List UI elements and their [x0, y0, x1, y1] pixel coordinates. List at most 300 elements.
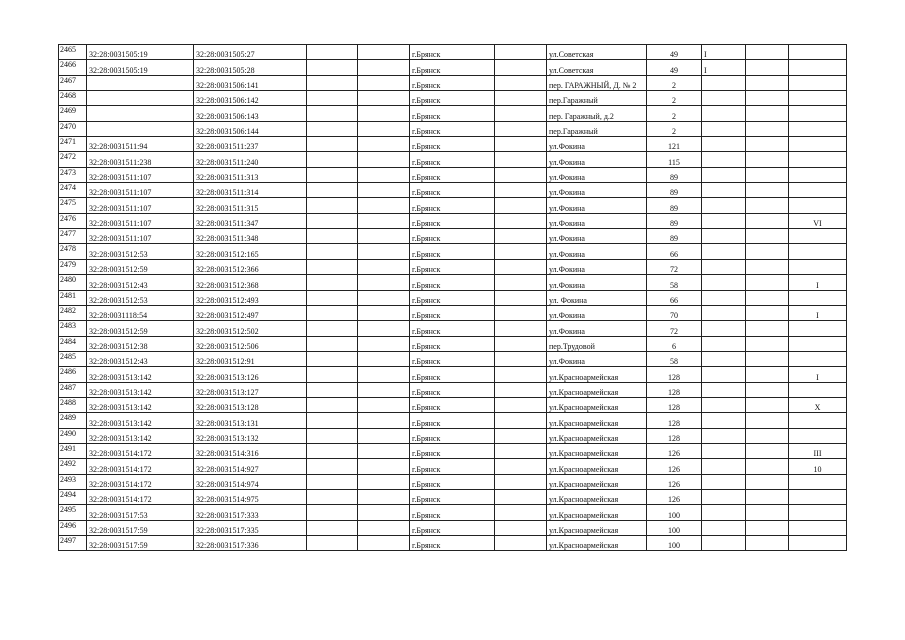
cell-city: г.Брянск — [410, 505, 495, 520]
cell-street: ул.Красноармейская — [547, 397, 647, 412]
cell-city: г.Брянск — [410, 75, 495, 90]
cell-city: г.Брянск — [410, 259, 495, 274]
cell-house-number: 100 — [647, 520, 702, 535]
cell-col-11 — [746, 75, 789, 90]
cell-col-4 — [307, 290, 358, 305]
cell-city: г.Брянск — [410, 275, 495, 290]
cell-col-7 — [495, 229, 547, 244]
cell-col-5 — [358, 198, 410, 213]
cell-room — [789, 428, 847, 443]
cell-room — [789, 229, 847, 244]
cell-cadastral-number: 32:28:0031512:91 — [194, 351, 307, 366]
cell-cadastral-number: 32:28:0031517:335 — [194, 520, 307, 535]
cell-col-7 — [495, 489, 547, 504]
cell-row-number: 2479 — [59, 259, 87, 274]
cell-parent-cadastral-number — [87, 75, 194, 90]
cell-parent-cadastral-number: 32:28:0031505:19 — [87, 45, 194, 60]
cell-house-number: 115 — [647, 152, 702, 167]
cell-col-10 — [702, 489, 746, 504]
cell-street: ул.Красноармейская — [547, 367, 647, 382]
table-row — [59, 290, 847, 305]
cell-cadastral-number: 32:28:0031506:144 — [194, 121, 307, 136]
cell-col-10 — [702, 505, 746, 520]
cell-row-number: 2489 — [59, 413, 87, 428]
cell-col-4 — [307, 229, 358, 244]
cell-col-7 — [495, 198, 547, 213]
cell-room — [789, 183, 847, 198]
cell-col-4 — [307, 474, 358, 489]
cell-street: пер. ГАРАЖНЫЙ, Д. № 2 — [547, 75, 647, 90]
cell-col-4 — [307, 198, 358, 213]
cell-cadastral-number: 32:28:0031511:240 — [194, 152, 307, 167]
cell-street: ул. Фокина — [547, 290, 647, 305]
cell-house-number: 100 — [647, 505, 702, 520]
cell-col-7 — [495, 152, 547, 167]
cell-house-number: 70 — [647, 305, 702, 320]
cell-col-7 — [495, 213, 547, 228]
cell-parent-cadastral-number — [87, 106, 194, 121]
cell-house-number: 128 — [647, 367, 702, 382]
cell-col-4 — [307, 75, 358, 90]
cell-room — [789, 536, 847, 551]
cell-col-5 — [358, 382, 410, 397]
cell-col-5 — [358, 505, 410, 520]
cell-parent-cadastral-number: 32:28:0031512:59 — [87, 321, 194, 336]
cell-col-5 — [358, 474, 410, 489]
cell-city: г.Брянск — [410, 213, 495, 228]
table-row — [59, 351, 847, 366]
cell-city: г.Брянск — [410, 305, 495, 320]
cell-col-4 — [307, 489, 358, 504]
cell-col-4 — [307, 536, 358, 551]
cell-col-11 — [746, 321, 789, 336]
cell-col-11 — [746, 474, 789, 489]
cell-street: ул.Фокина — [547, 152, 647, 167]
cell-col-10 — [702, 397, 746, 412]
cell-street: ул.Фокина — [547, 213, 647, 228]
cell-room: X — [789, 397, 847, 412]
cell-col-5 — [358, 91, 410, 106]
cell-parent-cadastral-number: 32:28:0031513:142 — [87, 397, 194, 412]
cell-col-7 — [495, 290, 547, 305]
cell-cadastral-number: 32:28:0031513:127 — [194, 382, 307, 397]
cell-col-4 — [307, 91, 358, 106]
cell-city: г.Брянск — [410, 336, 495, 351]
cell-city: г.Брянск — [410, 244, 495, 259]
cell-col-10 — [702, 413, 746, 428]
cell-col-11 — [746, 198, 789, 213]
cell-cadastral-number: 32:28:0031505:28 — [194, 60, 307, 75]
cell-street: ул.Фокина — [547, 351, 647, 366]
cell-col-5 — [358, 45, 410, 60]
cell-city: г.Брянск — [410, 229, 495, 244]
table-row — [59, 536, 847, 551]
cell-parent-cadastral-number: 32:28:0031511:107 — [87, 229, 194, 244]
cell-col-11 — [746, 91, 789, 106]
table-row — [59, 244, 847, 259]
cell-col-5 — [358, 443, 410, 458]
cell-parent-cadastral-number: 32:28:0031514:172 — [87, 459, 194, 474]
cell-street: ул.Красноармейская — [547, 474, 647, 489]
cell-parent-cadastral-number: 32:28:0031118:54 — [87, 305, 194, 320]
cell-room — [789, 167, 847, 182]
cell-parent-cadastral-number: 32:28:0031511:94 — [87, 137, 194, 152]
cell-cadastral-number: 32:28:0031511:237 — [194, 137, 307, 152]
cell-col-5 — [358, 167, 410, 182]
table-row — [59, 520, 847, 535]
cell-col-10 — [702, 336, 746, 351]
cell-col-7 — [495, 75, 547, 90]
cell-col-5 — [358, 60, 410, 75]
cell-cadastral-number: 32:28:0031513:128 — [194, 397, 307, 412]
cell-col-4 — [307, 428, 358, 443]
cell-house-number: 72 — [647, 321, 702, 336]
cell-house-number: 58 — [647, 351, 702, 366]
cell-row-number: 2483 — [59, 321, 87, 336]
table-row — [59, 413, 847, 428]
cell-cadastral-number: 32:28:0031506:142 — [194, 91, 307, 106]
cell-parent-cadastral-number — [87, 91, 194, 106]
cell-cadastral-number: 32:28:0031512:506 — [194, 336, 307, 351]
cell-col-4 — [307, 152, 358, 167]
cell-col-10 — [702, 244, 746, 259]
cell-col-11 — [746, 45, 789, 60]
cell-cadastral-number: 32:28:0031513:131 — [194, 413, 307, 428]
cell-col-4 — [307, 443, 358, 458]
cell-col-11 — [746, 229, 789, 244]
table-row — [59, 91, 847, 106]
cell-parent-cadastral-number: 32:28:0031514:172 — [87, 474, 194, 489]
cell-house-number: 128 — [647, 397, 702, 412]
cell-col-5 — [358, 520, 410, 535]
registry-table — [58, 44, 847, 551]
cell-city: г.Брянск — [410, 290, 495, 305]
cell-col-7 — [495, 443, 547, 458]
cell-cadastral-number: 32:28:0031514:927 — [194, 459, 307, 474]
table-row — [59, 198, 847, 213]
cell-house-number: 72 — [647, 259, 702, 274]
cell-col-5 — [358, 183, 410, 198]
cell-col-7 — [495, 183, 547, 198]
table-row — [59, 259, 847, 274]
cell-row-number: 2475 — [59, 198, 87, 213]
cell-col-5 — [358, 321, 410, 336]
cell-col-11 — [746, 213, 789, 228]
cell-room — [789, 91, 847, 106]
cell-col-5 — [358, 428, 410, 443]
cell-col-7 — [495, 351, 547, 366]
cell-house-number: 128 — [647, 413, 702, 428]
cell-city: г.Брянск — [410, 45, 495, 60]
cell-row-number: 2487 — [59, 382, 87, 397]
cell-col-4 — [307, 321, 358, 336]
cell-street: ул.Фокина — [547, 167, 647, 182]
cell-house-number: 89 — [647, 183, 702, 198]
table-row — [59, 505, 847, 520]
cell-house-number: 121 — [647, 137, 702, 152]
cell-row-number: 2470 — [59, 121, 87, 136]
cell-row-number: 2466 — [59, 60, 87, 75]
table-row — [59, 443, 847, 458]
cell-cadastral-number: 32:28:0031512:493 — [194, 290, 307, 305]
cell-room — [789, 336, 847, 351]
cell-parent-cadastral-number: 32:28:0031511:107 — [87, 198, 194, 213]
cell-col-11 — [746, 259, 789, 274]
cell-row-number: 2490 — [59, 428, 87, 443]
cell-room: I — [789, 305, 847, 320]
cell-col-4 — [307, 213, 358, 228]
cell-street: пер.Гаражный — [547, 91, 647, 106]
cell-parent-cadastral-number — [87, 121, 194, 136]
cell-room — [789, 121, 847, 136]
cell-city: г.Брянск — [410, 106, 495, 121]
cell-col-5 — [358, 351, 410, 366]
cell-room — [789, 137, 847, 152]
cell-cadastral-number: 32:28:0031514:974 — [194, 474, 307, 489]
cell-house-number: 2 — [647, 75, 702, 90]
cell-cadastral-number: 32:28:0031514:975 — [194, 489, 307, 504]
cell-col-5 — [358, 305, 410, 320]
cell-city: г.Брянск — [410, 91, 495, 106]
cell-col-10 — [702, 443, 746, 458]
cell-room — [789, 474, 847, 489]
cell-col-5 — [358, 275, 410, 290]
cell-col-10 — [702, 321, 746, 336]
cell-col-4 — [307, 336, 358, 351]
cell-row-number: 2469 — [59, 106, 87, 121]
cell-row-number: 2491 — [59, 443, 87, 458]
cell-col-4 — [307, 520, 358, 535]
cell-col-4 — [307, 244, 358, 259]
cell-room — [789, 75, 847, 90]
cell-street: ул.Фокина — [547, 259, 647, 274]
cell-col-5 — [358, 121, 410, 136]
cell-cadastral-number: 32:28:0031511:348 — [194, 229, 307, 244]
cell-parent-cadastral-number: 32:28:0031513:142 — [87, 413, 194, 428]
cell-col-7 — [495, 91, 547, 106]
table-row — [59, 229, 847, 244]
cell-col-11 — [746, 520, 789, 535]
cell-col-10 — [702, 474, 746, 489]
cell-room — [789, 152, 847, 167]
cell-col-11 — [746, 489, 789, 504]
cell-col-7 — [495, 505, 547, 520]
cell-col-10 — [702, 351, 746, 366]
cell-house-number: 128 — [647, 428, 702, 443]
cell-col-7 — [495, 428, 547, 443]
cell-room — [789, 489, 847, 504]
cell-parent-cadastral-number: 32:28:0031513:142 — [87, 367, 194, 382]
cell-street: пер.Гаражный — [547, 121, 647, 136]
cell-col-4 — [307, 367, 358, 382]
cell-city: г.Брянск — [410, 60, 495, 75]
cell-house-number: 2 — [647, 106, 702, 121]
cell-city: г.Брянск — [410, 489, 495, 504]
cell-row-number: 2482 — [59, 305, 87, 320]
cell-col-7 — [495, 121, 547, 136]
cell-col-11 — [746, 459, 789, 474]
cell-city: г.Брянск — [410, 137, 495, 152]
cell-parent-cadastral-number: 32:28:0031512:43 — [87, 351, 194, 366]
cell-col-11 — [746, 152, 789, 167]
cell-city: г.Брянск — [410, 183, 495, 198]
cell-col-4 — [307, 121, 358, 136]
cell-city: г.Брянск — [410, 198, 495, 213]
cell-col-11 — [746, 60, 789, 75]
cell-row-number: 2492 — [59, 459, 87, 474]
cell-col-5 — [358, 259, 410, 274]
cell-city: г.Брянск — [410, 520, 495, 535]
cell-parent-cadastral-number: 32:28:0031512:53 — [87, 244, 194, 259]
cell-house-number: 100 — [647, 536, 702, 551]
cell-col-5 — [358, 213, 410, 228]
cell-row-number: 2465 — [59, 45, 87, 60]
cell-room — [789, 520, 847, 535]
cell-cadastral-number: 32:28:0031512:165 — [194, 244, 307, 259]
cell-cadastral-number: 32:28:0031517:333 — [194, 505, 307, 520]
cell-row-number: 2493 — [59, 474, 87, 489]
cell-parent-cadastral-number: 32:28:0031511:107 — [87, 167, 194, 182]
cell-room: I — [789, 275, 847, 290]
cell-parent-cadastral-number: 32:28:0031505:19 — [87, 60, 194, 75]
cell-city: г.Брянск — [410, 536, 495, 551]
cell-col-11 — [746, 167, 789, 182]
cell-row-number: 2481 — [59, 290, 87, 305]
cell-col-10 — [702, 536, 746, 551]
cell-city: г.Брянск — [410, 351, 495, 366]
table-row — [59, 321, 847, 336]
cell-col-10 — [702, 367, 746, 382]
cell-col-4 — [307, 183, 358, 198]
cell-col-4 — [307, 413, 358, 428]
cell-col-7 — [495, 259, 547, 274]
table-row — [59, 382, 847, 397]
cell-city: г.Брянск — [410, 413, 495, 428]
cell-col-10 — [702, 75, 746, 90]
cell-row-number: 2478 — [59, 244, 87, 259]
cell-cadastral-number: 32:28:0031513:126 — [194, 367, 307, 382]
cell-street: ул.Советская — [547, 60, 647, 75]
cell-row-number: 2473 — [59, 167, 87, 182]
cell-house-number: 89 — [647, 198, 702, 213]
cell-city: г.Брянск — [410, 121, 495, 136]
cell-house-number: 66 — [647, 290, 702, 305]
table-row — [59, 121, 847, 136]
cell-city: г.Брянск — [410, 382, 495, 397]
cell-col-5 — [358, 229, 410, 244]
cell-cadastral-number: 32:28:0031511:315 — [194, 198, 307, 213]
cell-col-7 — [495, 106, 547, 121]
cell-row-number: 2477 — [59, 229, 87, 244]
cell-col-7 — [495, 244, 547, 259]
table-row — [59, 305, 847, 320]
cell-col-5 — [358, 413, 410, 428]
cell-cadastral-number: 32:28:0031511:313 — [194, 167, 307, 182]
cell-col-11 — [746, 244, 789, 259]
cell-col-11 — [746, 536, 789, 551]
cell-street: ул.Фокина — [547, 198, 647, 213]
cell-cadastral-number: 32:28:0031517:336 — [194, 536, 307, 551]
cell-col-11 — [746, 305, 789, 320]
cell-col-7 — [495, 520, 547, 535]
cell-cadastral-number: 32:28:0031512:502 — [194, 321, 307, 336]
cell-cadastral-number: 32:28:0031506:141 — [194, 75, 307, 90]
cell-col-7 — [495, 60, 547, 75]
cell-room — [789, 259, 847, 274]
cell-house-number: 6 — [647, 336, 702, 351]
cell-house-number: 89 — [647, 167, 702, 182]
cell-parent-cadastral-number: 32:28:0031514:172 — [87, 489, 194, 504]
table-row — [59, 45, 847, 60]
cell-city: г.Брянск — [410, 152, 495, 167]
cell-col-11 — [746, 505, 789, 520]
cell-col-10 — [702, 198, 746, 213]
table-row — [59, 474, 847, 489]
cell-house-number: 49 — [647, 45, 702, 60]
cell-parent-cadastral-number: 32:28:0031511:107 — [87, 183, 194, 198]
cell-row-number: 2480 — [59, 275, 87, 290]
cell-col-4 — [307, 382, 358, 397]
cell-col-11 — [746, 397, 789, 412]
cell-col-4 — [307, 397, 358, 412]
table-row — [59, 75, 847, 90]
cell-col-7 — [495, 336, 547, 351]
cell-street: ул.Фокина — [547, 244, 647, 259]
cell-street: ул.Красноармейская — [547, 382, 647, 397]
table-row — [59, 60, 847, 75]
cell-col-10 — [702, 213, 746, 228]
cell-city: г.Брянск — [410, 428, 495, 443]
cell-col-4 — [307, 167, 358, 182]
cell-room — [789, 106, 847, 121]
cell-room — [789, 290, 847, 305]
cell-col-7 — [495, 397, 547, 412]
cell-street: ул.Красноармейская — [547, 443, 647, 458]
cell-parent-cadastral-number: 32:28:0031512:38 — [87, 336, 194, 351]
cell-row-number: 2486 — [59, 367, 87, 382]
cell-col-10 — [702, 305, 746, 320]
cell-city: г.Брянск — [410, 321, 495, 336]
cell-col-4 — [307, 275, 358, 290]
cell-col-10: I — [702, 45, 746, 60]
cell-col-4 — [307, 45, 358, 60]
table-row — [59, 183, 847, 198]
cell-city: г.Брянск — [410, 459, 495, 474]
table-row — [59, 152, 847, 167]
cell-row-number: 2494 — [59, 489, 87, 504]
cell-col-10 — [702, 229, 746, 244]
cell-col-10: I — [702, 60, 746, 75]
cell-house-number: 89 — [647, 213, 702, 228]
cell-parent-cadastral-number: 32:28:0031513:142 — [87, 428, 194, 443]
cell-room: VI — [789, 213, 847, 228]
cell-col-10 — [702, 275, 746, 290]
cell-col-11 — [746, 413, 789, 428]
cell-col-10 — [702, 91, 746, 106]
cell-room — [789, 198, 847, 213]
cell-row-number: 2496 — [59, 520, 87, 535]
cell-parent-cadastral-number: 32:28:0031514:172 — [87, 443, 194, 458]
cell-col-4 — [307, 60, 358, 75]
cell-col-4 — [307, 351, 358, 366]
cell-col-5 — [358, 336, 410, 351]
cell-col-4 — [307, 106, 358, 121]
cell-street: пер.Трудовой — [547, 336, 647, 351]
cell-col-7 — [495, 382, 547, 397]
cell-col-10 — [702, 259, 746, 274]
cell-cadastral-number: 32:28:0031512:366 — [194, 259, 307, 274]
cell-cadastral-number: 32:28:0031512:368 — [194, 275, 307, 290]
